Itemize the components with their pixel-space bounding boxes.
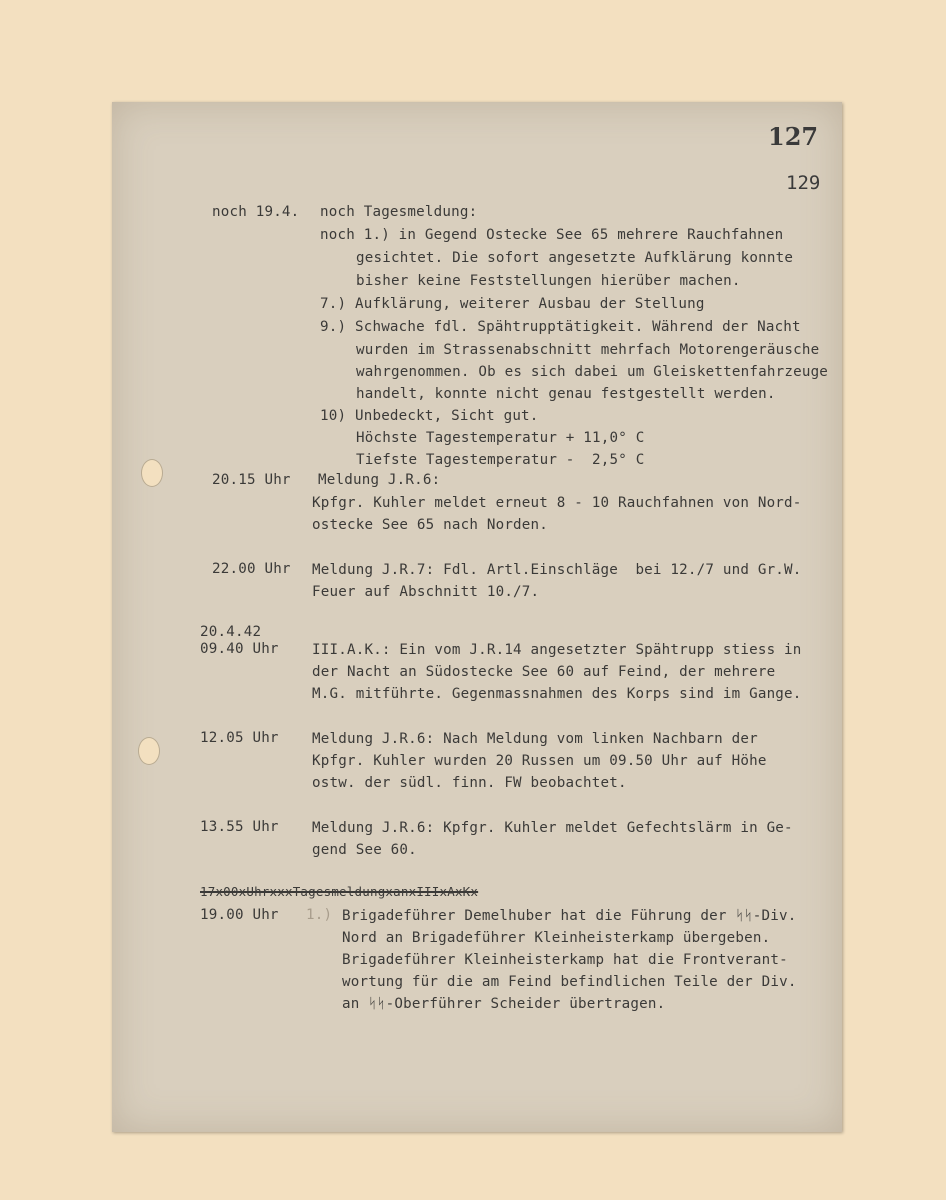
text-line: gesichtet. Die sofort angesetzte Aufklärung konnte (356, 250, 794, 266)
time-label: 09.40 Uhr (200, 641, 279, 657)
text-line: Brigadeführer Kleinheisterkamp hat die Frontverant- (342, 952, 788, 968)
text-line: wortung für die am Feind befindlichen Teile der Div. (342, 974, 797, 990)
text-line: bisher keine Feststellungen hierüber machen. (356, 273, 741, 289)
entry-heading: noch Tagesmeldung: (320, 204, 478, 220)
text-line: handelt, konnte nicht genau festgestellt werden. (356, 386, 776, 402)
text-line: noch 1.) in Gegend Ostecke See 65 mehrere Rauchfahnen (320, 227, 784, 243)
text-line: Brigadeführer Demelhuber hat die Führung der ᛋᛋ-Div. (342, 908, 797, 924)
text-line: Kpfgr. Kuhler meldet erneut 8 - 10 Rauchfahnen von Nord- (312, 495, 802, 511)
date-label: noch 19.4. (212, 204, 300, 220)
punch-hole-lower (138, 737, 160, 765)
text-line: Kpfgr. Kuhler wurden 20 Russen um 09.50 Uhr auf Höhe (312, 753, 767, 769)
text-line: Meldung J.R.6: Nach Meldung vom linken Nachbarn der (312, 731, 758, 747)
time-label: 13.55 Uhr (200, 819, 279, 835)
text-line: Höchste Tagestemperatur + 11,0° C (356, 430, 645, 446)
text-line: Meldung J.R.6: Kpfgr. Kuhler meldet Gefechtslärm in Ge- (312, 820, 793, 836)
text-line: Nord an Brigadeführer Kleinheisterkamp übergeben. (342, 930, 771, 946)
punch-hole-upper (141, 459, 163, 487)
time-label: 20.15 Uhr (212, 472, 291, 488)
text-line: Meldung J.R.7: Fdl. Artl.Einschläge bei 12./7 und Gr.W. (312, 562, 802, 578)
text-line: 10) Unbedeckt, Sicht gut. (320, 408, 539, 424)
time-label: 22.00 Uhr (212, 561, 291, 577)
stamped-page-number: 127 (768, 122, 819, 151)
time-label: 12.05 Uhr (200, 730, 279, 746)
text-line: 7.) Aufklärung, weiterer Ausbau der Stellung (320, 296, 705, 312)
text-line: gend See 60. (312, 842, 417, 858)
text-line: 9.) Schwache fdl. Spähtrupptätigkeit. Während der Nacht (320, 319, 801, 335)
text-line: ostw. der südl. finn. FW beobachtet. (312, 775, 627, 791)
text-line: Tiefste Tagestemperatur - 2,5° C (356, 452, 645, 468)
text-line: wahrgenommen. Ob es sich dabei um Gleiskettenfahrzeuge (356, 364, 829, 380)
time-label: 19.00 Uhr (200, 907, 279, 923)
faint-item-number: 1.) (306, 907, 333, 923)
text-line: Feuer auf Abschnitt 10./7. (312, 584, 540, 600)
typed-page-number: 129 (786, 172, 821, 194)
text-line: der Nacht an Südostecke See 60 auf Feind, der mehrere (312, 664, 776, 680)
text-line: wurden im Strassenabschnitt mehrfach Motorengeräusche (356, 342, 820, 358)
date-label: 20.4.42 (200, 624, 262, 640)
text-line: III.A.K.: Ein vom J.R.14 angesetzter Spähtrupp stiess in (312, 642, 802, 658)
text-line: ostecke See 65 nach Norden. (312, 517, 549, 533)
text-line: M.G. mitführte. Gegenmassnahmen des Korps sind im Gange. (312, 686, 802, 702)
struck-out-line: 17x00xUhrxxxTagesmeldungxanxIIIxAxKx (200, 884, 479, 899)
text-line: an ᛋᛋ-Oberführer Scheider übertragen. (342, 996, 666, 1012)
entry-heading: Meldung J.R.6: (318, 472, 441, 488)
